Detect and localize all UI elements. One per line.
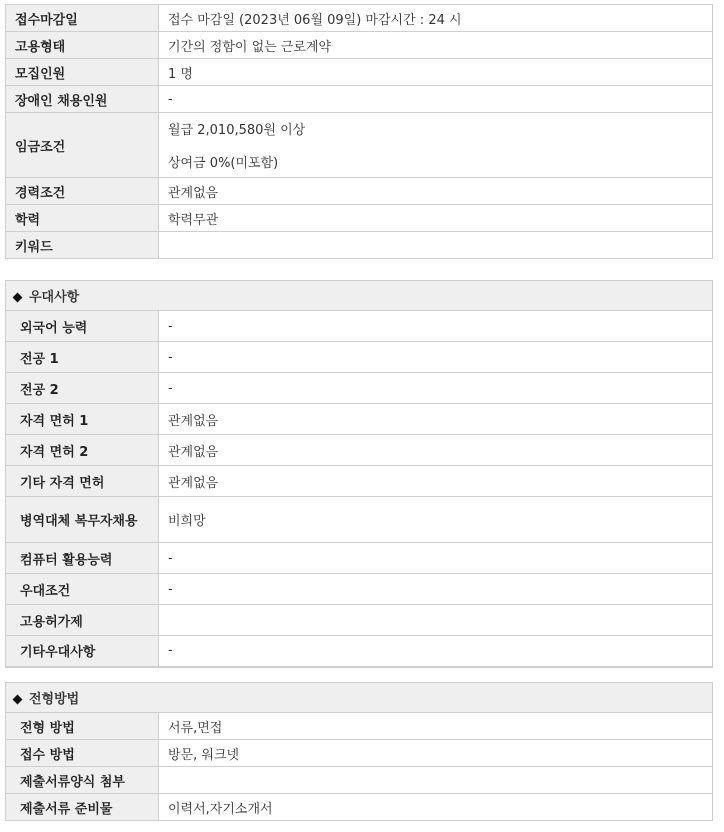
row-label: 병역대체 복무자채용 [6, 497, 159, 543]
table-row [6, 767, 713, 794]
table-row [6, 205, 713, 232]
job-summary-table [5, 4, 713, 259]
table-row [6, 794, 713, 821]
table-row [6, 86, 713, 113]
table-row [6, 466, 713, 497]
row-value: 관계없음 [159, 178, 713, 205]
row-value: 학력무관 [159, 205, 713, 232]
diamond-bullet-icon [13, 292, 23, 302]
row-label: 전공 1 [6, 342, 159, 373]
preference-table [5, 280, 713, 668]
row-label: 제출서류 준비물 [6, 794, 159, 821]
row-value: - [159, 373, 713, 404]
table-row [6, 342, 713, 373]
table-row [6, 404, 713, 435]
table-row [6, 713, 713, 740]
spacer [168, 138, 712, 152]
row-label: 임금조건 [6, 113, 159, 178]
row-value: 방문, 워크넷 [159, 740, 713, 767]
section-header-row [6, 281, 713, 311]
row-value: - [159, 636, 713, 667]
row-label: 장애인 채용인원 [6, 86, 159, 113]
row-value: 기간의 정함이 없는 근로계약 [159, 32, 713, 59]
row-value: 관계없음 [159, 435, 713, 466]
row-label: 외국어 능력 [6, 311, 159, 342]
bonus-value: 상여금 0%(미포함) [168, 156, 279, 171]
row-value: 비희망 [159, 497, 713, 543]
row-label: 자격 면허 1 [6, 404, 159, 435]
table-row [6, 59, 713, 86]
row-label: 전형 방법 [6, 713, 159, 740]
table-row [6, 497, 713, 543]
wage-value: 월급 2,010,580원 이상 [168, 123, 306, 138]
row-label: 고용허가제 [6, 605, 159, 636]
row-label: 기타우대사항 [6, 636, 159, 667]
table-row [6, 435, 713, 466]
row-value: - [159, 86, 713, 113]
table-row [6, 373, 713, 404]
row-value: 서류,면접 [159, 713, 713, 740]
row-value: - [159, 574, 713, 605]
section-title: 전형방법 [29, 692, 80, 707]
diamond-bullet-icon [13, 694, 23, 704]
row-label: 제출서류양식 첨부 [6, 767, 159, 794]
row-label: 자격 면허 2 [6, 435, 159, 466]
row-value [159, 232, 713, 259]
table-row [6, 740, 713, 767]
table-row [6, 311, 713, 342]
row-label: 고용형태 [6, 32, 159, 59]
row-label: 접수마감일 [6, 5, 159, 32]
row-label: 학력 [6, 205, 159, 232]
table-row [6, 178, 713, 205]
table-row [6, 636, 713, 667]
section-header [6, 281, 713, 311]
row-label: 경력조건 [6, 178, 159, 205]
row-label: 컴퓨터 활용능력 [6, 543, 159, 574]
row-label: 모집인원 [6, 59, 159, 86]
wage-cell [159, 113, 713, 178]
section-title: 우대사항 [29, 290, 80, 305]
row-value: - [159, 311, 713, 342]
row-value: - [159, 342, 713, 373]
row-value: 1 명 [159, 59, 713, 86]
section-header-row [6, 683, 713, 713]
table-row [6, 543, 713, 574]
row-label: 기타 자격 면허 [6, 466, 159, 497]
row-value: 이력서,자기소개서 [159, 794, 713, 821]
table-row [6, 32, 713, 59]
table-row [6, 5, 713, 32]
table-row [6, 605, 713, 636]
row-value: 관계없음 [159, 404, 713, 435]
row-value: 관계없음 [159, 466, 713, 497]
row-value: 접수 마감일 (2023년 06월 09일) 마감시간 : 24 시 [159, 5, 713, 32]
selection-method-table [5, 682, 713, 821]
row-label: 전공 2 [6, 373, 159, 404]
row-label: 우대조건 [6, 574, 159, 605]
row-label: 키워드 [6, 232, 159, 259]
row-value [159, 605, 713, 636]
row-value: - [159, 543, 713, 574]
table-row [6, 574, 713, 605]
table-row [6, 113, 713, 178]
row-value [159, 767, 713, 794]
table-row [6, 232, 713, 259]
row-label: 접수 방법 [6, 740, 159, 767]
section-header [6, 683, 713, 713]
